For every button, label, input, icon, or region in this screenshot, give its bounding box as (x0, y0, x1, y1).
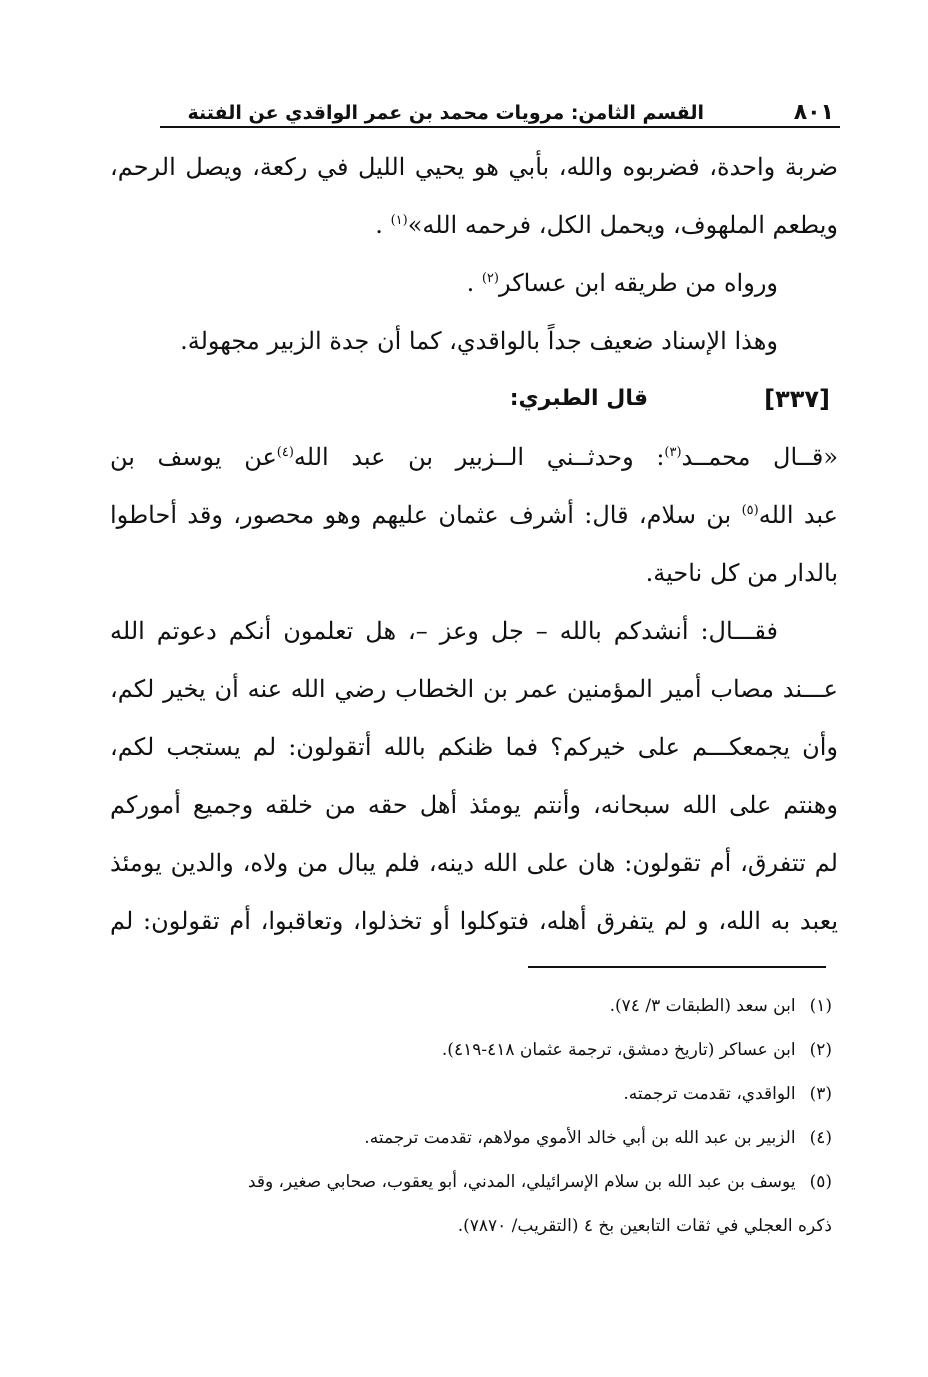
text-line (110, 428, 838, 486)
text-line (110, 486, 838, 544)
footnotes (110, 984, 832, 1248)
footnote-number: (٣) (809, 1084, 832, 1104)
text-span: ورواه من طريقه ابن عساكر (498, 269, 778, 297)
footnote (110, 984, 832, 1028)
footnote-number: (٥) (809, 1172, 832, 1192)
footnote-text: ابن عساكر (تاريخ دمشق، ترجمة عثمان ٤١٨-٤١٩). (441, 1040, 796, 1060)
text-line: بالدار من كل ناحية. (645, 559, 838, 587)
text-span: «قــال محمــد (681, 443, 839, 471)
footnote-text: الزبير بن عبد الله بن أبي خالد الأموي مولاهم، تقدمت ترجمته. (364, 1128, 796, 1148)
footnote-text: ابن سعد (الطبقات ٣/ ٧٤). (609, 996, 796, 1016)
text-span: ويطعم الملهوف، ويحمل الكل، فرحمه الله» (407, 211, 838, 239)
footnote (110, 1072, 832, 1116)
footnote-continuation (110, 1204, 832, 1248)
footnote-ref: (٢) (481, 271, 499, 286)
text-span: عبد الله (758, 501, 838, 529)
text-line: وهذا الإسناد ضعيف جداً بالواقدي، كما أن جدة الزبير مجهولة. (180, 327, 778, 355)
footnote-ref: (٥) (741, 503, 759, 518)
running-title: القسم الثامن: مرويات محمد بن عمر الواقدي عن الفتنة (187, 102, 704, 124)
text-line: فقـــال: أنشدكم بالله – جل وعز –، هل تعلمون أنكم دعوتم الله (110, 617, 778, 645)
footnote-number: (١) (809, 996, 832, 1016)
section-heading (110, 370, 838, 428)
footnote-ref: (٣) (664, 445, 682, 460)
text-line: وهنتم على الله سبحانه، وأنتم يومئذ أهل حقه من خلقه وجميع أموركم (110, 791, 838, 819)
text-line: وأن يجمعكـــم على خيركم؟ فما ظنكم بالله أتقولون: لم يستجب لكم، (110, 733, 838, 761)
footnote-number: (٢) (809, 1040, 832, 1060)
text-line: يعبد به الله، و لم يتفرق أهله، فتوكلوا أو تخذلوا، وتعاقبوا، أم تقولون: لم (110, 907, 838, 935)
text-line: ضربة واحدة، فضربوه والله، بأبي هو يحيي الليل في ركعة، ويصل الرحم، (110, 153, 838, 181)
footnote (110, 1028, 832, 1072)
footnote (110, 1116, 832, 1160)
running-header (160, 96, 840, 128)
text-line: لم تتفرق، أم تقولون: هان على الله دينه، فلم يبال من ولاه، والدين يومئذ (110, 849, 838, 877)
page-number: ٨٠١ (793, 100, 834, 125)
text-line: عـــند مصاب أمير المؤمنين عمر بن الخطاب رضي الله عنه أن يخير لكم، (110, 675, 838, 703)
footnote-text: يوسف بن عبد الله بن سلام الإسرائيلي، المدني، أبو يعقوب، صحابي صغير، وقد (247, 1172, 796, 1192)
footnote-text: ذكره العجلي في ثقات التابعين بخ ٤ (التقريب/ ٧٨٧٠). (457, 1216, 832, 1236)
text-span: . (375, 211, 383, 239)
text-line (110, 196, 838, 254)
footnote-ref: (١) (390, 213, 408, 228)
footnote-ref: (٤) (276, 445, 294, 460)
footnote-number: (٤) (809, 1128, 832, 1148)
text-span: : وحدثــني الــزبير بن عبد الله (293, 443, 665, 471)
main-text (110, 138, 838, 950)
text-span: بن سلام، قال: أشرف عثمان عليهم وهو محصور، وقد أحاطوا (110, 501, 732, 529)
text-line (110, 254, 838, 312)
section-title: قال الطبري: (509, 386, 648, 411)
footnote-text: الواقدي، تقدمت ترجمته. (623, 1084, 796, 1104)
text-span: . (466, 269, 475, 297)
footnote (110, 1160, 832, 1204)
footnote-divider (528, 966, 826, 968)
text-span: عن يوسف بن (110, 443, 277, 471)
section-number: [٣٣٧] (764, 385, 830, 413)
